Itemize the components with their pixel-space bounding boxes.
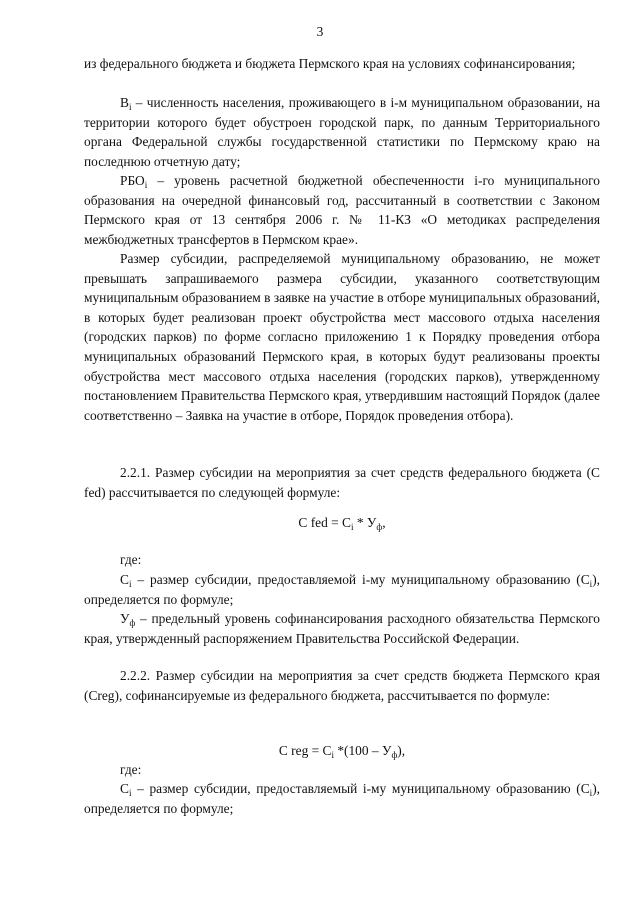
- paragraph-ci-text: – размер субсидии, предоставляемой i-му муниципальному образованию (C: [131, 572, 590, 587]
- paragraph-2-2-2: 2.2.2. Размер субсидии на мероприятия за счет средств бюджета Пермского края (Creg), софинансируемые из федерального бюджета, рассчитывается по формуле:: [84, 668, 600, 703]
- paragraph-population-text: численность населения, проживающего в i-м муниципальном образовании, на территории которого будет обустроен городской парк, по данным Территориального органа Федеральной службы государственной статистики по Пермскому краю на последнюю отчетную дату;: [84, 95, 601, 169]
- symbol-b: B: [120, 95, 129, 110]
- paragraph-population: [84, 93, 600, 171]
- formula-c-reg: [84, 741, 600, 761]
- symbol-c-2-subscript: i: [128, 788, 132, 798]
- symbol-c-2: C: [120, 781, 129, 796]
- paragraph-ci-definition-2: [84, 779, 600, 818]
- paragraph-cofinancing: из федерального бюджета и бюджета Пермского края на условиях софинансирования;: [84, 56, 576, 71]
- formula-c-reg-left: C reg = C: [278, 743, 332, 758]
- formula-c-fed-sub-f: ф: [376, 522, 383, 532]
- formula-c-fed-end: ,: [382, 515, 386, 530]
- formula-c-reg-sub-i: i: [331, 750, 334, 760]
- symbol-u-subscript: ф: [129, 618, 136, 628]
- paragraph-uf-definition: [84, 609, 600, 648]
- formula-c-reg-sub-f: ф: [391, 750, 398, 760]
- symbol-c-subscript-2: i: [589, 579, 593, 589]
- paragraph-uf-text: – предельный уровень софинансирования расходного обязательства Пермского края, утвержденный распоряжением Правительства Российской Федерации.: [84, 611, 600, 646]
- paragraph-ci-end: ), определяется по формуле;: [84, 572, 600, 607]
- symbol-c: C: [120, 572, 129, 587]
- paragraph-ci-2-text: – размер субсидии, предоставляемый i-му муниципальному образованию (C: [131, 781, 590, 796]
- paragraph-ci-2-end: ), определяется по формуле;: [84, 781, 600, 816]
- where-label-2: где:: [120, 762, 142, 777]
- page-number: 3: [316, 24, 324, 39]
- formula-c-fed-sub-i: i: [350, 522, 354, 532]
- symbol-u: У: [120, 611, 130, 626]
- paragraph-subsidy-limit: Размер субсидии, распределяемой муниципальному образованию, не может превышать запрашиваемого размера субсидии, указанного соответствующим муниципальным образованием в заявке на участие в отборе муниципальных образований, в которых будет реализован проект обустройства мест массового отдыха населения (городских парков) по форме согласно приложению 1 к Порядку проведения отбора муниципальных образований Пермского края, в которых будут реализованы проекты обустройства мест массового отдыха населения (городских парков), утвержденному постановлением Правительства Пермского края, утвердившим настоящий Порядок (далее соответственно – Заявка на участие в отборе, Порядок проведения отбора).: [84, 251, 600, 423]
- formula-c-fed-mid: * У: [353, 515, 377, 530]
- dash: –: [131, 95, 147, 110]
- formula-c-reg-end: ),: [397, 743, 406, 758]
- formula-c-fed: [84, 513, 600, 533]
- symbol-c-2-subscript-2: i: [589, 788, 593, 798]
- paragraph-ci-definition-1: [84, 570, 600, 609]
- where-label-1: где:: [120, 552, 142, 567]
- symbol-rbo-subscript: i: [144, 180, 148, 190]
- formula-c-reg-mid: *(100 – У: [333, 743, 392, 758]
- paragraph-2-2-1: 2.2.1. Размер субсидии на мероприятия за счет средств федерального бюджета (C fed) рассчитывается по следующей формуле:: [84, 465, 600, 500]
- paragraph-rbo: [84, 171, 600, 249]
- symbol-b-subscript: i: [128, 102, 132, 112]
- formula-c-fed-left: C fed = C: [298, 515, 351, 530]
- symbol-c-subscript: i: [128, 579, 132, 589]
- paragraph-rbo-text: – уровень расчетной бюджетной обеспеченности i-го муниципального образования на очередной финансовый год, рассчитанный в соответствии с Законом Пермского края от 13 сентября 2006 г. № 11-КЗ «О методиках распределения межбюджетных трансфертов в Пермском крае».: [84, 173, 600, 247]
- symbol-rbo: РБО: [120, 173, 145, 188]
